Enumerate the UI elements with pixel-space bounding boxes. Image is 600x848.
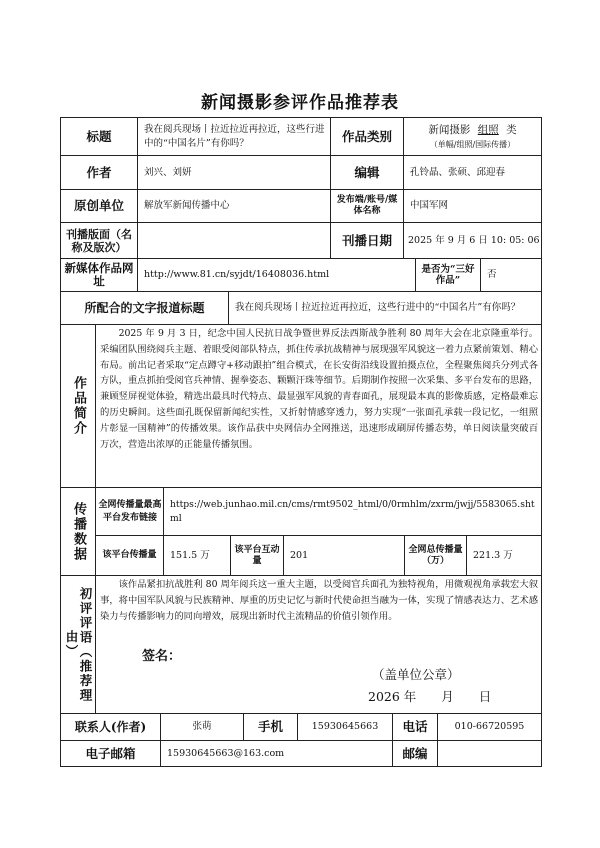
seal-label: （盖单位公章） bbox=[372, 667, 460, 682]
top-link-value[interactable]: https://web.junhao.mil.cn/cms/rmt9502_html/0/0rmhlm/zxrm/jwjj/5583065.shtml bbox=[170, 498, 535, 524]
contact-label: 联系人(作者) bbox=[74, 720, 147, 734]
category-field bbox=[404, 118, 541, 155]
page-title: 新闻摄影参评作品推荐表 bbox=[201, 93, 399, 113]
new-media-url-label: 新媒体作品网址 bbox=[64, 261, 134, 288]
work-title-value: 我在阅兵现场丨拉近拉近再拉近，这些行进中的“中国名片”有你吗？ bbox=[144, 123, 325, 149]
spread-label: 传播数据 bbox=[71, 501, 86, 562]
review-label: 初评评语（推荐理由） bbox=[64, 586, 93, 703]
mobile-label: 手机 bbox=[257, 719, 283, 734]
related-report-value: 我在阅兵现场丨拉近拉近再拉近，这些行进中的“中国名片”有你吗？ bbox=[235, 302, 521, 313]
review-date: 2026 年 月 日 bbox=[368, 689, 492, 704]
title-label: 标题 bbox=[86, 128, 112, 144]
zip-value bbox=[438, 741, 541, 766]
editor-label: 编辑 bbox=[354, 164, 380, 180]
platform-interact-label: 该平台互动量 bbox=[234, 544, 280, 566]
zip-label: 邮编 bbox=[402, 745, 428, 761]
category-value: 组照 bbox=[477, 123, 499, 136]
new-media-url-value[interactable]: http://www.81.cn/syjdt/16408036.html bbox=[144, 269, 330, 280]
related-report-label: 所配合的文字报道标题 bbox=[84, 301, 205, 315]
email-value[interactable]: 15930645663@163.com bbox=[167, 747, 285, 759]
platform-value: 中国军网 bbox=[410, 200, 449, 211]
intro-text: 2025 年 9 月 3 日，纪念中国人民抗日战争暨世界反法西斯战争胜利 80 周年大会在北京隆重举行。采编团队围绕阅兵主题、着眼受阅部队特点，抓住传承抗战精神与展现强军风貌这一着力点紧前策划、精心布局。前出记者采取“定点蹲守+移动跟拍”组合模式，在长安街沿线设置拍摄点位，全程聚焦阅兵分列式各方队，重点抓拍受阅官兵神情、握拳姿态、颗颗汗珠等细节。后期制作按照一次采集、多平台发布的思路，兼顾竖屏视觉体验，精选出最具时代特点、最显强军风貌的青春面孔，展现最本真的影像质感，定格最难忘的历史瞬间。这些面孔既保留新闻纪实性，又折射情感穿透力，努力实现“一张面孔承载一段记忆，一组照片彰显一国精神”的传播效果。该作品获中央网信办全网推送，迅速形成刷屏传播态势，单日阅读量突破百万次，营造出浓厚的正能量传播氛围。 bbox=[100, 328, 538, 450]
publish-date-label: 刊播日期 bbox=[341, 232, 392, 248]
category-note: （单幅/组照/国际传播） bbox=[429, 139, 516, 149]
editor-value: 孔铃晶、张硕、邱迎春 bbox=[410, 166, 506, 178]
publish-date-value: 2025 年 9 月 6 日 10: 05: 06 bbox=[408, 234, 540, 246]
layout-label: 刊播版面（名称及版次） bbox=[66, 227, 132, 254]
phone-label: 电话 bbox=[402, 719, 428, 734]
total-spread-label: 全网总传播量（万） bbox=[408, 544, 463, 566]
platform-reads-label: 该平台传播量 bbox=[102, 550, 157, 560]
top-link-label: 全网传播量最高平台发布链接 bbox=[98, 499, 162, 523]
author-value: 刘兴、刘妍 bbox=[144, 166, 192, 178]
mobile-value: 15930645663 bbox=[311, 721, 379, 732]
origin-unit-value: 解放军新闻传播中心 bbox=[144, 200, 230, 211]
signature-label: 签名： bbox=[142, 649, 182, 664]
three-good-value: 否 bbox=[487, 269, 497, 280]
email-label: 电子邮箱 bbox=[85, 745, 136, 761]
platform-label: 发布端/账号/媒体名称 bbox=[336, 195, 398, 216]
phone-value: 010-66720595 bbox=[454, 721, 525, 732]
category-suffix: 类 bbox=[506, 123, 517, 136]
contact-value: 张萌 bbox=[192, 721, 212, 732]
origin-unit-label: 原创单位 bbox=[73, 198, 124, 213]
intro-label: 作品简介 bbox=[71, 376, 86, 436]
three-good-label: 是否为“三好作品” bbox=[421, 264, 475, 286]
platform-interact-value: 201 bbox=[290, 549, 309, 561]
category-label: 作品类别 bbox=[341, 128, 392, 144]
author-label: 作者 bbox=[86, 164, 112, 180]
platform-reads-value: 151.5 万 bbox=[170, 549, 210, 561]
total-spread-value: 221.3 万 bbox=[473, 549, 513, 561]
review-text: 该作品紧扣抗战胜利 80 周年阅兵这一重大主题，以受阅官兵面孔为独特视角，用微观视角承载宏大叙事，将中国军队风貌与民族精神、厚重的历史记忆与新时代使命担当融为一体，实现了情感表达力、艺术感染力与传播影响力的同向增效，展现出新时代主流精品的价值引领作用。 bbox=[100, 579, 538, 622]
category-prefix: 新闻摄影 bbox=[428, 123, 471, 136]
layout-value bbox=[138, 223, 330, 258]
